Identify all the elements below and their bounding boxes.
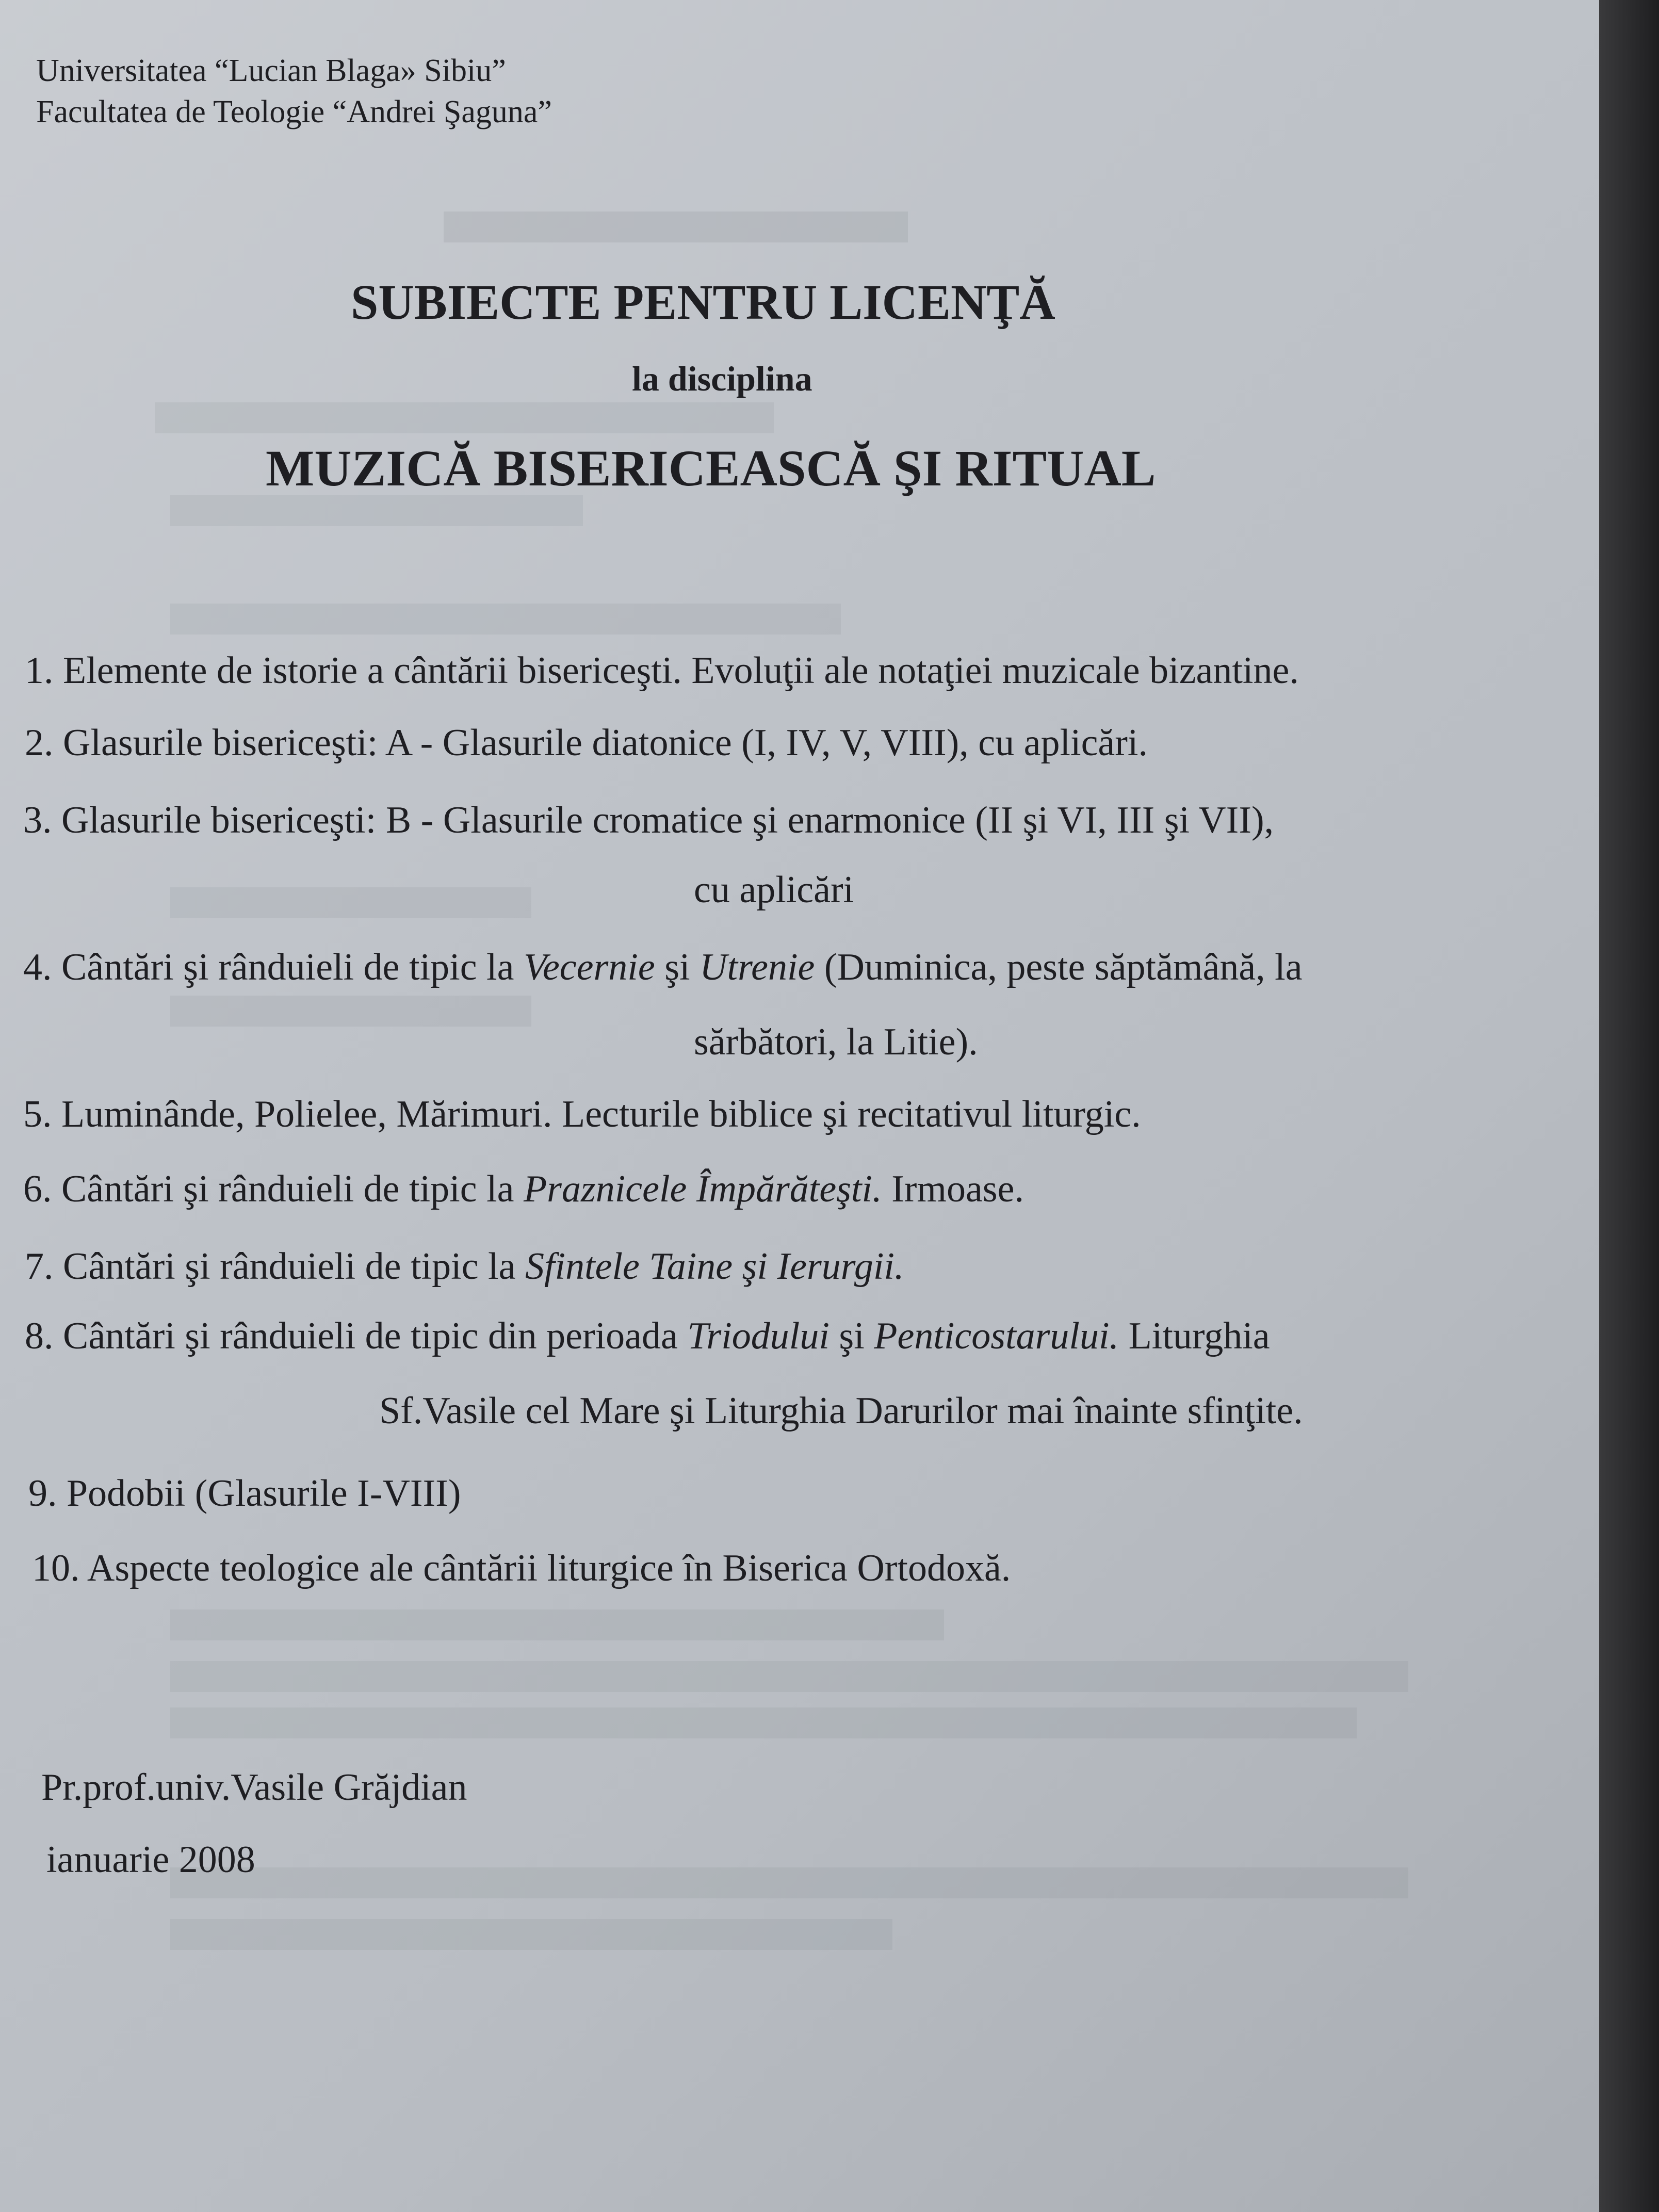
- list-item: [28, 1470, 461, 1517]
- item-text: Luminânde, Polielee, Mărimuri. Lecturile biblice şi recitativul liturgic.: [61, 1093, 1141, 1135]
- list-item: [25, 720, 1148, 766]
- bleed-through-mark: [170, 1919, 892, 1950]
- item-text: (Duminica, peste săptămână, la: [815, 946, 1303, 988]
- item-text: şi: [829, 1315, 874, 1357]
- list-item: [25, 1313, 1270, 1359]
- item-emphasis: Praznicele Împărăteşti.: [523, 1168, 882, 1210]
- item-continuation: sărbători, la Litie).: [694, 1021, 978, 1063]
- item-number: 2.: [25, 722, 54, 764]
- list-item: [23, 1166, 1024, 1212]
- bleed-through-mark: [170, 604, 841, 635]
- list-item: [23, 944, 1303, 990]
- document-title: SUBIECTE PENTRU LICENŢĂ: [351, 274, 1055, 330]
- bleed-through-mark: [170, 1609, 944, 1640]
- item-number: 8.: [25, 1315, 54, 1357]
- list-item: [32, 1545, 1011, 1591]
- item-number: 9.: [28, 1472, 57, 1515]
- bleed-through-mark: [444, 212, 908, 242]
- item-text: Cântări şi rânduieli de tipic la: [61, 1168, 524, 1210]
- item-text: Cântări şi rânduieli de tipic din perioada: [63, 1315, 688, 1357]
- item-number: 1.: [25, 649, 54, 692]
- item-text: Aspecte teologice ale cântării liturgice în Biserica Ortodoxă.: [87, 1547, 1011, 1589]
- item-emphasis: Sfintele Taine şi Ierurgii.: [525, 1245, 904, 1288]
- item-number: 10.: [32, 1547, 80, 1589]
- bleed-through-mark: [170, 996, 531, 1027]
- list-item: [25, 1243, 904, 1290]
- bleed-through-mark: [170, 1867, 1408, 1898]
- item-emphasis: Utrenie: [700, 946, 815, 988]
- item-text: Cântări şi rânduieli de tipic la: [61, 946, 524, 988]
- bleed-through-mark: [170, 1661, 1408, 1692]
- page-edge-shadow: [1599, 0, 1659, 2212]
- list-item: [25, 647, 1299, 694]
- item-text: Irmoase.: [882, 1168, 1024, 1210]
- item-text: şi: [655, 946, 700, 988]
- item-number: 7.: [25, 1245, 54, 1288]
- item-text: Liturghia: [1119, 1315, 1270, 1357]
- item-emphasis: Penticostarului.: [874, 1315, 1119, 1357]
- item-text: Glasurile bisericeşti: A - Glasurile diatonice (I, IV, V, VIII), cu aplicări.: [63, 722, 1148, 764]
- item-emphasis: Vecernie: [523, 946, 655, 988]
- university-name: Universitatea “Lucian Blaga» Sibiu”: [36, 53, 506, 88]
- author-signature: Pr.prof.univ.Vasile Grăjdian: [41, 1766, 467, 1809]
- document-subtitle: la disciplina: [632, 359, 812, 398]
- bleed-through-mark: [170, 495, 583, 526]
- item-number: 5.: [23, 1093, 52, 1135]
- item-text: Elemente de istorie a cântării bisericeşti. Evoluţii ale notaţiei muzicale bizantine.: [63, 649, 1299, 692]
- item-text: Podobii (Glasurile I-VIII): [67, 1472, 461, 1515]
- faculty-name: Facultatea de Teologie “Andrei Şaguna”: [36, 94, 552, 129]
- list-item: [23, 1091, 1141, 1137]
- item-continuation: Sf.Vasile cel Mare şi Liturghia Darurilor mai înainte sfinţite.: [379, 1390, 1303, 1432]
- item-number: 4.: [23, 946, 52, 988]
- item-text: Cântări şi rânduieli de tipic la: [63, 1245, 525, 1288]
- bleed-through-mark: [170, 1707, 1357, 1738]
- document-date: ianuarie 2008: [46, 1839, 255, 1881]
- item-emphasis: Triodului: [687, 1315, 829, 1357]
- item-continuation: cu aplicări: [694, 869, 854, 911]
- item-text: Glasurile bisericeşti: B - Glasurile cromatice şi enarmonice (II şi VI, III şi VII),: [61, 799, 1274, 841]
- item-number: 6.: [23, 1168, 52, 1210]
- list-item: [23, 797, 1274, 843]
- item-number: 3.: [23, 799, 52, 841]
- discipline-title: MUZICĂ BISERICEASCĂ ŞI RITUAL: [266, 440, 1156, 497]
- bleed-through-mark: [155, 402, 774, 433]
- bleed-through-mark: [170, 887, 531, 918]
